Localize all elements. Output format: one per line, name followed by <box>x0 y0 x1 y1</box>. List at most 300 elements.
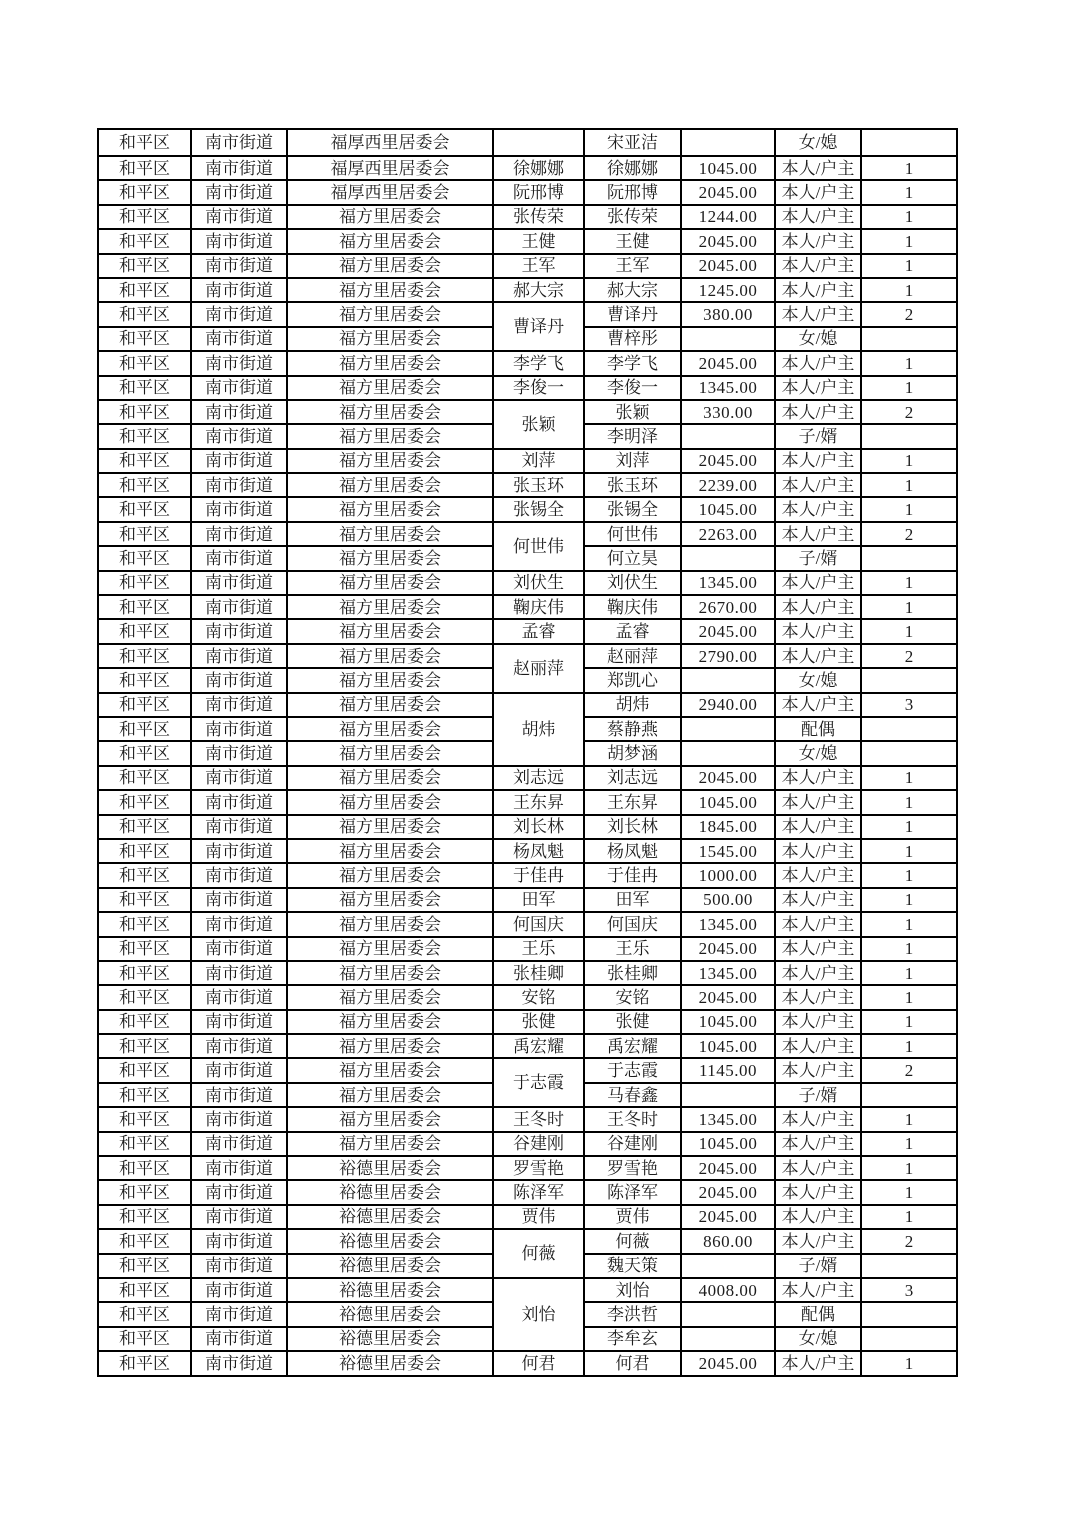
cell-head-name: 田军 <box>493 888 584 912</box>
cell-member-name: 刘志远 <box>584 766 681 790</box>
cell-head-name <box>493 129 584 156</box>
cell-member-name: 张健 <box>584 1010 681 1034</box>
cell-street: 南市街道 <box>191 351 287 375</box>
cell-street: 南市街道 <box>191 1083 287 1107</box>
cell-amount: 1245.00 <box>681 278 775 302</box>
table-row <box>98 619 957 643</box>
cell-amount: 2045.00 <box>681 1156 775 1180</box>
cell-relation: 本人/户主 <box>775 180 861 204</box>
cell-committee: 福方里居委会 <box>287 400 493 424</box>
cell-member-name: 李明泽 <box>584 424 681 448</box>
cell-relation: 本人/户主 <box>775 961 861 985</box>
table-row <box>98 937 957 961</box>
cell-member-name: 刘萍 <box>584 449 681 473</box>
cell-count: 1 <box>861 156 957 180</box>
cell-relation: 女/媳 <box>775 129 861 156</box>
table-row <box>98 1351 957 1375</box>
cell-district: 和平区 <box>98 717 191 741</box>
cell-member-name: 王东昇 <box>584 790 681 814</box>
cell-member-name: 罗雪艳 <box>584 1156 681 1180</box>
cell-amount: 1000.00 <box>681 863 775 887</box>
cell-relation: 本人/户主 <box>775 376 861 400</box>
cell-amount: 380.00 <box>681 302 775 326</box>
table-row <box>98 790 957 814</box>
cell-count: 1 <box>861 1132 957 1156</box>
cell-head-name: 张传荣 <box>493 205 584 229</box>
cell-member-name: 刘伏生 <box>584 571 681 595</box>
table-row <box>98 1058 957 1082</box>
cell-district: 和平区 <box>98 595 191 619</box>
cell-amount <box>681 1254 775 1278</box>
clipped-head-name <box>494 129 583 130</box>
cell-amount <box>681 424 775 448</box>
cell-district: 和平区 <box>98 1302 191 1326</box>
cell-relation: 本人/户主 <box>775 766 861 790</box>
cell-head-name: 张桂卿 <box>493 961 584 985</box>
table-row <box>98 376 957 400</box>
cell-street: 南市街道 <box>191 619 287 643</box>
cell-district: 和平区 <box>98 156 191 180</box>
cell-amount: 1145.00 <box>681 1058 775 1082</box>
cell-district: 和平区 <box>98 1058 191 1082</box>
cell-relation: 本人/户主 <box>775 863 861 887</box>
cell-amount: 500.00 <box>681 888 775 912</box>
cell-head-name: 张健 <box>493 1010 584 1034</box>
cell-district: 和平区 <box>98 351 191 375</box>
cell-member-name: 赵丽萍 <box>584 644 681 668</box>
table-row <box>98 888 957 912</box>
cell-amount: 2670.00 <box>681 595 775 619</box>
cell-committee: 裕德里居委会 <box>287 1351 493 1375</box>
cell-committee: 福方里居委会 <box>287 717 493 741</box>
cell-street: 南市街道 <box>191 205 287 229</box>
cell-committee: 福方里居委会 <box>287 278 493 302</box>
cell-head-name: 孟睿 <box>493 619 584 643</box>
cell-street: 南市街道 <box>191 473 287 497</box>
cell-member-name: 曹译丹 <box>584 302 681 326</box>
cell-count: 1 <box>861 595 957 619</box>
cell-amount <box>681 717 775 741</box>
cell-district: 和平区 <box>98 1254 191 1278</box>
cell-member-name: 于佳冉 <box>584 863 681 887</box>
cell-committee: 裕德里居委会 <box>287 1156 493 1180</box>
cell-district: 和平区 <box>98 961 191 985</box>
cell-street: 南市街道 <box>191 1010 287 1034</box>
cell-district: 和平区 <box>98 1278 191 1302</box>
cell-district: 和平区 <box>98 1205 191 1229</box>
cell-member-name: 张颖 <box>584 400 681 424</box>
cell-member-name: 何薇 <box>584 1229 681 1253</box>
cell-committee: 福方里居委会 <box>287 668 493 692</box>
cell-street: 南市街道 <box>191 449 287 473</box>
cell-committee: 福方里居委会 <box>287 327 493 351</box>
cell-district: 和平区 <box>98 129 191 156</box>
cell-street: 南市街道 <box>191 668 287 692</box>
cell-member-name: 刘怡 <box>584 1278 681 1302</box>
cell-relation: 子/婿 <box>775 1254 861 1278</box>
cell-relation: 女/媳 <box>775 741 861 765</box>
cell-relation: 本人/户主 <box>775 302 861 326</box>
cell-count: 3 <box>861 1278 957 1302</box>
table-row <box>98 693 957 717</box>
table-body <box>98 129 957 1376</box>
cell-relation: 本人/户主 <box>775 839 861 863</box>
cell-committee: 裕德里居委会 <box>287 1327 493 1351</box>
table-row <box>98 156 957 180</box>
cell-count: 1 <box>861 1205 957 1229</box>
cell-head-name: 李学飞 <box>493 351 584 375</box>
cell-committee: 福厚西里居委会 <box>287 156 493 180</box>
cell-count <box>861 717 957 741</box>
cell-street: 南市街道 <box>191 327 287 351</box>
cell-amount: 1345.00 <box>681 376 775 400</box>
cell-count: 1 <box>861 1034 957 1058</box>
cell-district: 和平区 <box>98 1180 191 1204</box>
cell-member-name: 胡梦涵 <box>584 741 681 765</box>
cell-head-name: 阮邢博 <box>493 180 584 204</box>
cell-committee: 福方里居委会 <box>287 790 493 814</box>
cell-district: 和平区 <box>98 1034 191 1058</box>
cell-count <box>861 327 957 351</box>
cell-head-name: 李俊一 <box>493 376 584 400</box>
cell-head-name: 胡炜 <box>493 693 584 766</box>
cell-street: 南市街道 <box>191 400 287 424</box>
cell-street: 南市街道 <box>191 741 287 765</box>
cell-relation: 子/婿 <box>775 1083 861 1107</box>
cell-count: 1 <box>861 1156 957 1180</box>
cell-street: 南市街道 <box>191 1107 287 1131</box>
cell-relation: 本人/户主 <box>775 473 861 497</box>
cell-count <box>861 129 957 156</box>
cell-member-name: 谷建刚 <box>584 1132 681 1156</box>
cell-member-name: 鞠庆伟 <box>584 595 681 619</box>
table-row <box>98 351 957 375</box>
cell-amount: 2045.00 <box>681 937 775 961</box>
cell-member-name: 贾伟 <box>584 1205 681 1229</box>
cell-relation: 子/婿 <box>775 424 861 448</box>
cell-relation: 本人/户主 <box>775 229 861 253</box>
cell-amount: 2045.00 <box>681 254 775 278</box>
cell-street: 南市街道 <box>191 595 287 619</box>
cell-street: 南市街道 <box>191 1327 287 1351</box>
cell-count <box>861 1302 957 1326</box>
cell-relation: 女/媳 <box>775 327 861 351</box>
table-row <box>98 473 957 497</box>
cell-street: 南市街道 <box>191 644 287 668</box>
cell-head-name: 郝大宗 <box>493 278 584 302</box>
cell-committee: 福方里居委会 <box>287 1058 493 1082</box>
cell-member-name: 于志霞 <box>584 1058 681 1082</box>
cell-count: 2 <box>861 1229 957 1253</box>
cell-head-name: 何世伟 <box>493 522 584 571</box>
cell-street: 南市街道 <box>191 766 287 790</box>
cell-relation: 女/媳 <box>775 668 861 692</box>
cell-street: 南市街道 <box>191 129 287 156</box>
cell-count: 2 <box>861 1058 957 1082</box>
cell-district: 和平区 <box>98 424 191 448</box>
cell-committee: 福方里居委会 <box>287 1034 493 1058</box>
cell-relation: 本人/户主 <box>775 449 861 473</box>
cell-relation: 本人/户主 <box>775 1229 861 1253</box>
cell-head-name: 罗雪艳 <box>493 1156 584 1180</box>
cell-relation: 子/婿 <box>775 546 861 570</box>
cell-head-name: 王东昇 <box>493 790 584 814</box>
cell-committee: 福方里居委会 <box>287 595 493 619</box>
cell-count: 3 <box>861 693 957 717</box>
cell-committee: 福方里居委会 <box>287 376 493 400</box>
cell-committee: 福方里居委会 <box>287 766 493 790</box>
cell-district: 和平区 <box>98 497 191 521</box>
cell-amount: 1545.00 <box>681 839 775 863</box>
cell-count: 1 <box>861 229 957 253</box>
cell-member-name: 张桂卿 <box>584 961 681 985</box>
cell-member-name: 李俊一 <box>584 376 681 400</box>
cell-relation: 本人/户主 <box>775 888 861 912</box>
cell-count: 1 <box>861 619 957 643</box>
cell-count: 1 <box>861 815 957 839</box>
cell-relation: 本人/户主 <box>775 156 861 180</box>
cell-count: 1 <box>861 351 957 375</box>
table-row <box>98 1278 957 1302</box>
cell-relation: 本人/户主 <box>775 571 861 595</box>
cell-amount: 2045.00 <box>681 766 775 790</box>
cell-amount: 2045.00 <box>681 1205 775 1229</box>
cell-district: 和平区 <box>98 766 191 790</box>
cell-relation: 本人/户主 <box>775 595 861 619</box>
cell-district: 和平区 <box>98 1156 191 1180</box>
cell-head-name: 鞠庆伟 <box>493 595 584 619</box>
cell-relation: 本人/户主 <box>775 278 861 302</box>
cell-street: 南市街道 <box>191 937 287 961</box>
table-row <box>98 1034 957 1058</box>
cell-count: 2 <box>861 644 957 668</box>
cell-relation: 本人/户主 <box>775 985 861 1009</box>
cell-committee: 裕德里居委会 <box>287 1180 493 1204</box>
cell-committee: 福方里居委会 <box>287 693 493 717</box>
cell-street: 南市街道 <box>191 1302 287 1326</box>
table-row <box>98 985 957 1009</box>
cell-committee: 福方里居委会 <box>287 863 493 887</box>
cell-count: 1 <box>861 205 957 229</box>
cell-relation: 本人/户主 <box>775 644 861 668</box>
cell-relation: 本人/户主 <box>775 1107 861 1131</box>
cell-amount <box>681 1302 775 1326</box>
cell-member-name: 郝大宗 <box>584 278 681 302</box>
cell-relation: 本人/户主 <box>775 693 861 717</box>
cell-head-name: 何薇 <box>493 1229 584 1278</box>
cell-member-name: 张锡全 <box>584 497 681 521</box>
cell-amount <box>681 741 775 765</box>
table-row <box>98 1180 957 1204</box>
cell-district: 和平区 <box>98 1327 191 1351</box>
cell-committee: 福方里居委会 <box>287 985 493 1009</box>
cell-committee: 裕德里居委会 <box>287 1254 493 1278</box>
table-row <box>98 1205 957 1229</box>
table-row <box>98 863 957 887</box>
cell-street: 南市街道 <box>191 571 287 595</box>
cell-head-name: 刘萍 <box>493 449 584 473</box>
cell-committee: 裕德里居委会 <box>287 1205 493 1229</box>
table-row <box>98 1132 957 1156</box>
cell-amount: 1045.00 <box>681 497 775 521</box>
cell-amount: 1045.00 <box>681 1132 775 1156</box>
table-row <box>98 1010 957 1034</box>
cell-street: 南市街道 <box>191 815 287 839</box>
cell-district: 和平区 <box>98 912 191 936</box>
cell-count: 1 <box>861 1010 957 1034</box>
cell-amount: 2045.00 <box>681 985 775 1009</box>
cell-street: 南市街道 <box>191 888 287 912</box>
cell-amount: 2045.00 <box>681 180 775 204</box>
cell-amount: 2045.00 <box>681 1351 775 1375</box>
cell-amount <box>681 129 775 156</box>
cell-relation: 本人/户主 <box>775 1010 861 1034</box>
cell-district: 和平区 <box>98 473 191 497</box>
cell-street: 南市街道 <box>191 717 287 741</box>
cell-head-name: 曹译丹 <box>493 302 584 351</box>
cell-committee: 裕德里居委会 <box>287 1302 493 1326</box>
cell-count: 1 <box>861 571 957 595</box>
cell-committee: 福方里居委会 <box>287 1010 493 1034</box>
table-row <box>98 229 957 253</box>
cell-amount: 1045.00 <box>681 790 775 814</box>
cell-committee: 福方里居委会 <box>287 546 493 570</box>
cell-count <box>861 1254 957 1278</box>
cell-member-name: 安铭 <box>584 985 681 1009</box>
cell-head-name: 杨凤魁 <box>493 839 584 863</box>
cell-relation: 本人/户主 <box>775 254 861 278</box>
cell-committee: 福方里居委会 <box>287 473 493 497</box>
cell-district: 和平区 <box>98 571 191 595</box>
cell-head-name: 于佳冉 <box>493 863 584 887</box>
cell-head-name: 何国庆 <box>493 912 584 936</box>
cell-relation: 本人/户主 <box>775 205 861 229</box>
cell-amount: 1244.00 <box>681 205 775 229</box>
table-row <box>98 766 957 790</box>
cell-count <box>861 424 957 448</box>
cell-relation: 本人/户主 <box>775 522 861 546</box>
cell-street: 南市街道 <box>191 912 287 936</box>
cell-street: 南市街道 <box>191 790 287 814</box>
cell-amount: 2045.00 <box>681 1180 775 1204</box>
cell-member-name: 李学飞 <box>584 351 681 375</box>
cell-district: 和平区 <box>98 839 191 863</box>
cell-member-name: 徐娜娜 <box>584 156 681 180</box>
table-row <box>98 815 957 839</box>
cell-amount <box>681 668 775 692</box>
cell-head-name: 禹宏耀 <box>493 1034 584 1058</box>
cell-district: 和平区 <box>98 302 191 326</box>
cell-district: 和平区 <box>98 790 191 814</box>
cell-count: 2 <box>861 400 957 424</box>
cell-count: 1 <box>861 766 957 790</box>
table-row <box>98 278 957 302</box>
cell-district: 和平区 <box>98 1229 191 1253</box>
cell-member-name: 阮邢博 <box>584 180 681 204</box>
cell-street: 南市街道 <box>191 985 287 1009</box>
cell-district: 和平区 <box>98 278 191 302</box>
cell-member-name: 杨凤魁 <box>584 839 681 863</box>
cell-street: 南市街道 <box>191 254 287 278</box>
cell-district: 和平区 <box>98 376 191 400</box>
table-row <box>98 839 957 863</box>
cell-member-name: 蔡静燕 <box>584 717 681 741</box>
cell-member-name: 王军 <box>584 254 681 278</box>
cell-amount: 1345.00 <box>681 571 775 595</box>
table-row <box>98 522 957 546</box>
cell-count: 1 <box>861 376 957 400</box>
cell-street: 南市街道 <box>191 522 287 546</box>
cell-member-name: 张玉环 <box>584 473 681 497</box>
cell-street: 南市街道 <box>191 1205 287 1229</box>
cell-amount: 2790.00 <box>681 644 775 668</box>
cell-amount: 1045.00 <box>681 1010 775 1034</box>
cell-count: 1 <box>861 1107 957 1131</box>
cell-head-name: 刘怡 <box>493 1278 584 1351</box>
cell-count: 1 <box>861 912 957 936</box>
cell-member-name: 孟睿 <box>584 619 681 643</box>
table-row <box>98 129 957 156</box>
table-row <box>98 1156 957 1180</box>
cell-district: 和平区 <box>98 1107 191 1131</box>
cell-committee: 福方里居委会 <box>287 522 493 546</box>
cell-committee: 福厚西里居委会 <box>287 180 493 204</box>
cell-head-name: 于志霞 <box>493 1058 584 1107</box>
cell-street: 南市街道 <box>191 863 287 887</box>
cell-street: 南市街道 <box>191 497 287 521</box>
table-row <box>98 595 957 619</box>
cell-count: 1 <box>861 278 957 302</box>
cell-amount: 1845.00 <box>681 815 775 839</box>
cell-amount: 2045.00 <box>681 449 775 473</box>
cell-head-name: 赵丽萍 <box>493 644 584 693</box>
cell-relation: 本人/户主 <box>775 937 861 961</box>
cell-committee: 福方里居委会 <box>287 1083 493 1107</box>
cell-street: 南市街道 <box>191 1278 287 1302</box>
cell-relation: 本人/户主 <box>775 1180 861 1204</box>
cell-committee: 福方里居委会 <box>287 741 493 765</box>
cell-relation: 本人/户主 <box>775 1205 861 1229</box>
table-row <box>98 302 957 326</box>
cell-district: 和平区 <box>98 229 191 253</box>
cell-member-name: 王冬时 <box>584 1107 681 1131</box>
cell-committee: 福方里居委会 <box>287 1132 493 1156</box>
cell-committee: 福方里居委会 <box>287 961 493 985</box>
cell-committee: 福方里居委会 <box>287 571 493 595</box>
cell-head-name: 徐娜娜 <box>493 156 584 180</box>
cell-committee: 福方里居委会 <box>287 254 493 278</box>
cell-district: 和平区 <box>98 1083 191 1107</box>
cell-district: 和平区 <box>98 1351 191 1375</box>
cell-relation: 本人/户主 <box>775 1351 861 1375</box>
cell-relation: 本人/户主 <box>775 1156 861 1180</box>
cell-committee: 福方里居委会 <box>287 937 493 961</box>
cell-street: 南市街道 <box>191 961 287 985</box>
cell-district: 和平区 <box>98 888 191 912</box>
cell-member-name: 王健 <box>584 229 681 253</box>
cell-amount: 2239.00 <box>681 473 775 497</box>
cell-committee: 福方里居委会 <box>287 839 493 863</box>
cell-amount: 2940.00 <box>681 693 775 717</box>
cell-street: 南市街道 <box>191 1351 287 1375</box>
cell-count: 1 <box>861 888 957 912</box>
cell-relation: 本人/户主 <box>775 1278 861 1302</box>
cell-street: 南市街道 <box>191 229 287 253</box>
cell-count <box>861 1327 957 1351</box>
cell-head-name: 王乐 <box>493 937 584 961</box>
cell-member-name: 宋亚洁 <box>584 129 681 156</box>
cell-head-name: 陈泽军 <box>493 1180 584 1204</box>
